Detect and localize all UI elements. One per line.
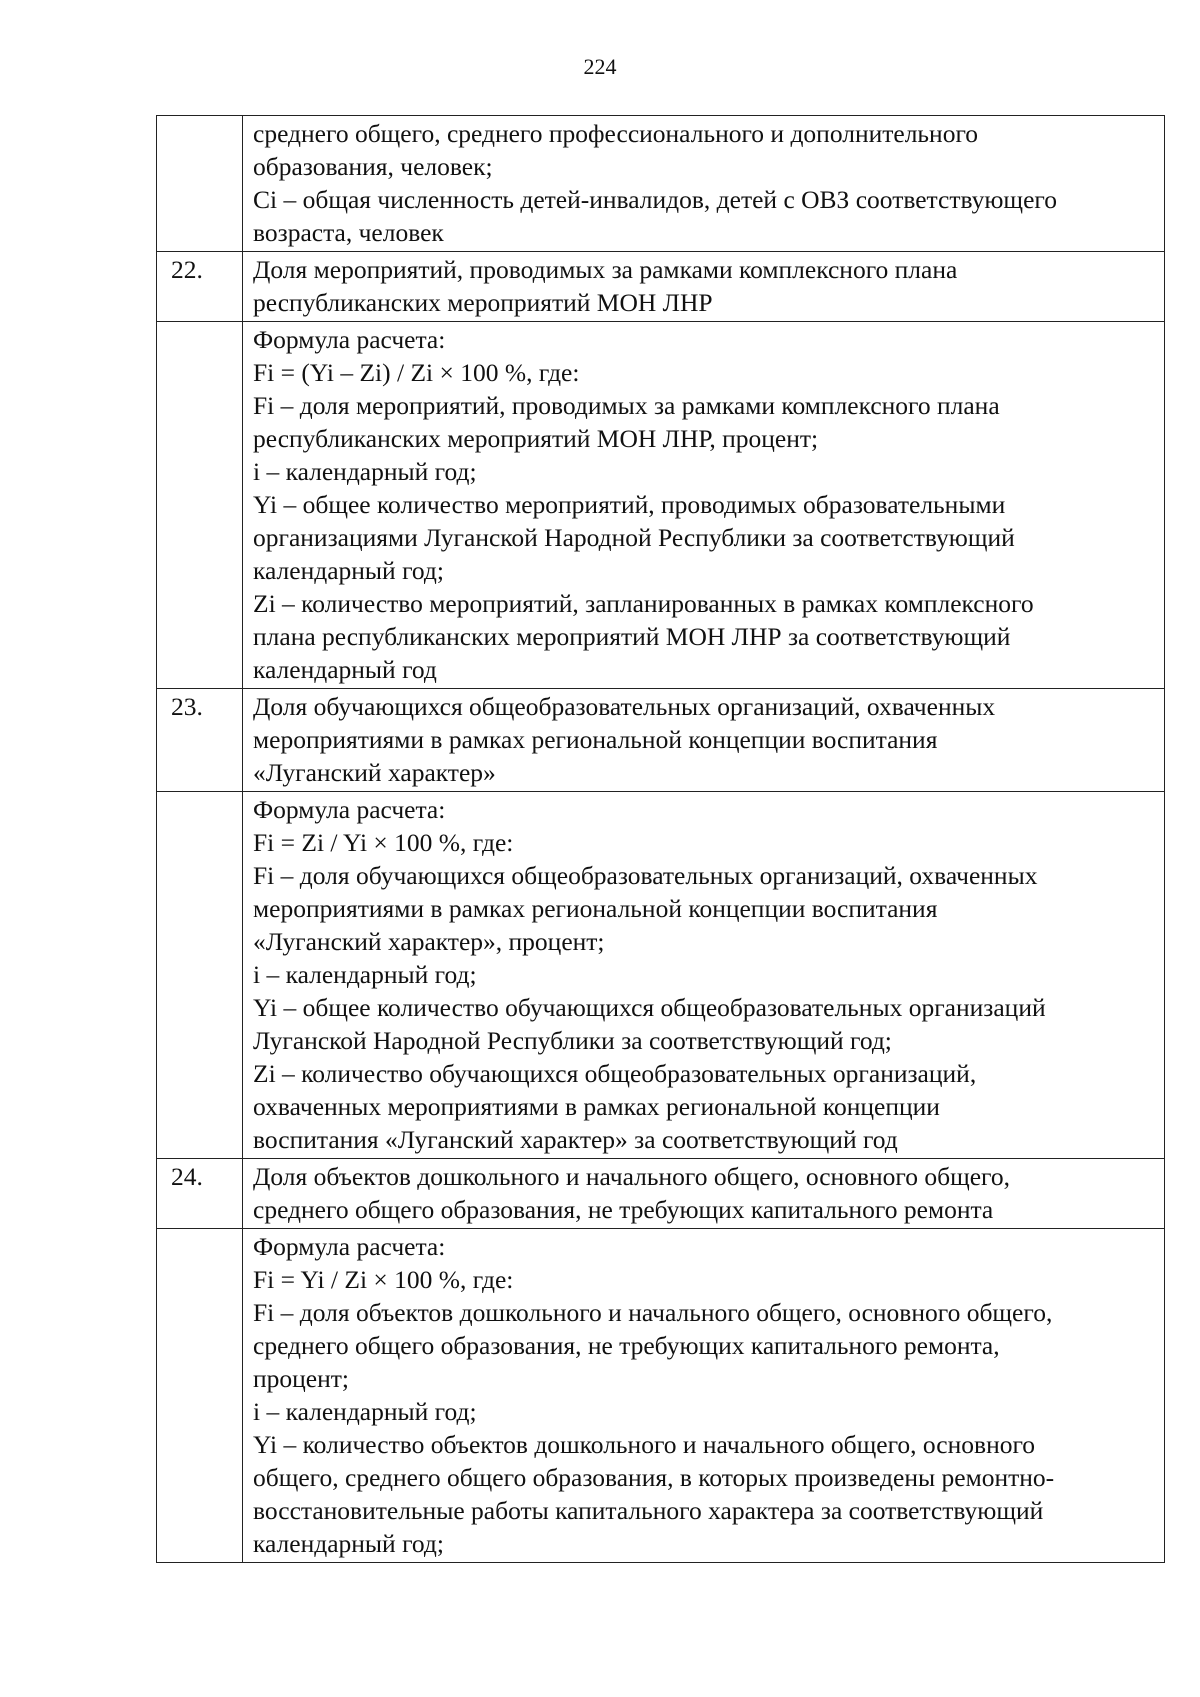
text-line: Yi – общее количество обучающихся общеобразовательных организаций (253, 993, 1046, 1022)
text-line: образования, человек; (253, 152, 493, 181)
text-line: республиканских мероприятий МОН ЛНР (253, 288, 713, 317)
row-number: 23. (157, 689, 243, 792)
table-row (157, 252, 1165, 322)
text-line: Формула расчета: (253, 325, 446, 354)
text-line: Формула расчета: (253, 1232, 446, 1261)
text-line: среднего общего образования, не требующих капитального ремонта (253, 1195, 994, 1224)
text-line: Zi – количество обучающихся общеобразовательных организаций, (253, 1059, 977, 1088)
table-row (157, 792, 1165, 1159)
text-line: календарный год; (253, 1529, 444, 1558)
row-text (243, 792, 1165, 1159)
text-line: среднего общего, среднего профессионального и дополнительного (253, 119, 979, 148)
text-line: республиканских мероприятий МОН ЛНР, процент; (253, 424, 819, 453)
text-line: календарный год; (253, 556, 444, 585)
table-row (157, 322, 1165, 689)
text-line: i – календарный год; (253, 1397, 477, 1426)
table-row (157, 689, 1165, 792)
text-line: «Луганский характер» (253, 758, 496, 787)
text-line: Формула расчета: (253, 795, 446, 824)
text-line: воспитания «Луганский характер» за соответствующий год (253, 1125, 898, 1154)
text-line: охваченных мероприятиями в рамках региональной концепции (253, 1092, 940, 1121)
text-line: организациями Луганской Народной Республики за соответствующий (253, 523, 1015, 552)
row-number (157, 116, 243, 252)
text-line: i – календарный год; (253, 960, 477, 989)
table-row (157, 1159, 1165, 1229)
text-line: Fi – доля объектов дошкольного и начального общего, основного общего, (253, 1298, 1053, 1327)
text-line: процент; (253, 1364, 349, 1393)
text-line: Fi = (Yi – Zi) / Zi × 100 %, где: (253, 358, 580, 387)
text-line: Ci – общая численность детей-инвалидов, детей с ОВЗ соответствующего (253, 185, 1057, 214)
row-number: 24. (157, 1159, 243, 1229)
text-line: Yi – общее количество мероприятий, проводимых образовательными (253, 490, 1006, 519)
text-line: Доля мероприятий, проводимых за рамками комплексного плана (253, 255, 958, 284)
row-number (157, 322, 243, 689)
table-row (157, 116, 1165, 252)
text-line: возраста, человек (253, 218, 444, 247)
text-line: i – календарный год; (253, 457, 477, 486)
row-text (243, 1229, 1165, 1563)
text-line: Fi = Zi / Yi × 100 %, где: (253, 828, 514, 857)
row-text (243, 252, 1165, 322)
row-text (243, 116, 1165, 252)
text-line: Fi = Yi / Zi × 100 %, где: (253, 1265, 514, 1294)
page-number: 224 (583, 54, 617, 79)
text-line: «Луганский характер», процент; (253, 927, 605, 956)
row-text (243, 322, 1165, 689)
text-line: Yi – количество объектов дошкольного и начального общего, основного (253, 1430, 1036, 1459)
text-line: восстановительные работы капитального характера за соответствующий (253, 1496, 1044, 1525)
table-row (157, 1229, 1165, 1563)
text-line: Доля обучающихся общеобразовательных организаций, охваченных (253, 692, 996, 721)
text-line: общего, среднего общего образования, в которых произведены ремонтно- (253, 1463, 1055, 1492)
indicator-table (156, 115, 1165, 1563)
text-line: Zi – количество мероприятий, запланированных в рамках комплексного (253, 589, 1034, 618)
text-line: мероприятиями в рамках региональной концепции воспитания (253, 725, 938, 754)
text-line: мероприятиями в рамках региональной концепции воспитания (253, 894, 938, 923)
text-line: плана республиканских мероприятий МОН ЛНР за соответствующий (253, 622, 1011, 651)
row-number: 22. (157, 252, 243, 322)
text-line: Доля объектов дошкольного и начального общего, основного общего, (253, 1162, 1010, 1191)
text-line: календарный год (253, 655, 437, 684)
row-number (157, 1229, 243, 1563)
text-line: Fi – доля мероприятий, проводимых за рамками комплексного плана (253, 391, 1000, 420)
text-line: Fi – доля обучающихся общеобразовательных организаций, охваченных (253, 861, 1038, 890)
row-text (243, 689, 1165, 792)
row-number (157, 792, 243, 1159)
text-line: Луганской Народной Республики за соответствующий год; (253, 1026, 892, 1055)
row-text (243, 1159, 1165, 1229)
text-line: среднего общего образования, не требующих капитального ремонта, (253, 1331, 1000, 1360)
